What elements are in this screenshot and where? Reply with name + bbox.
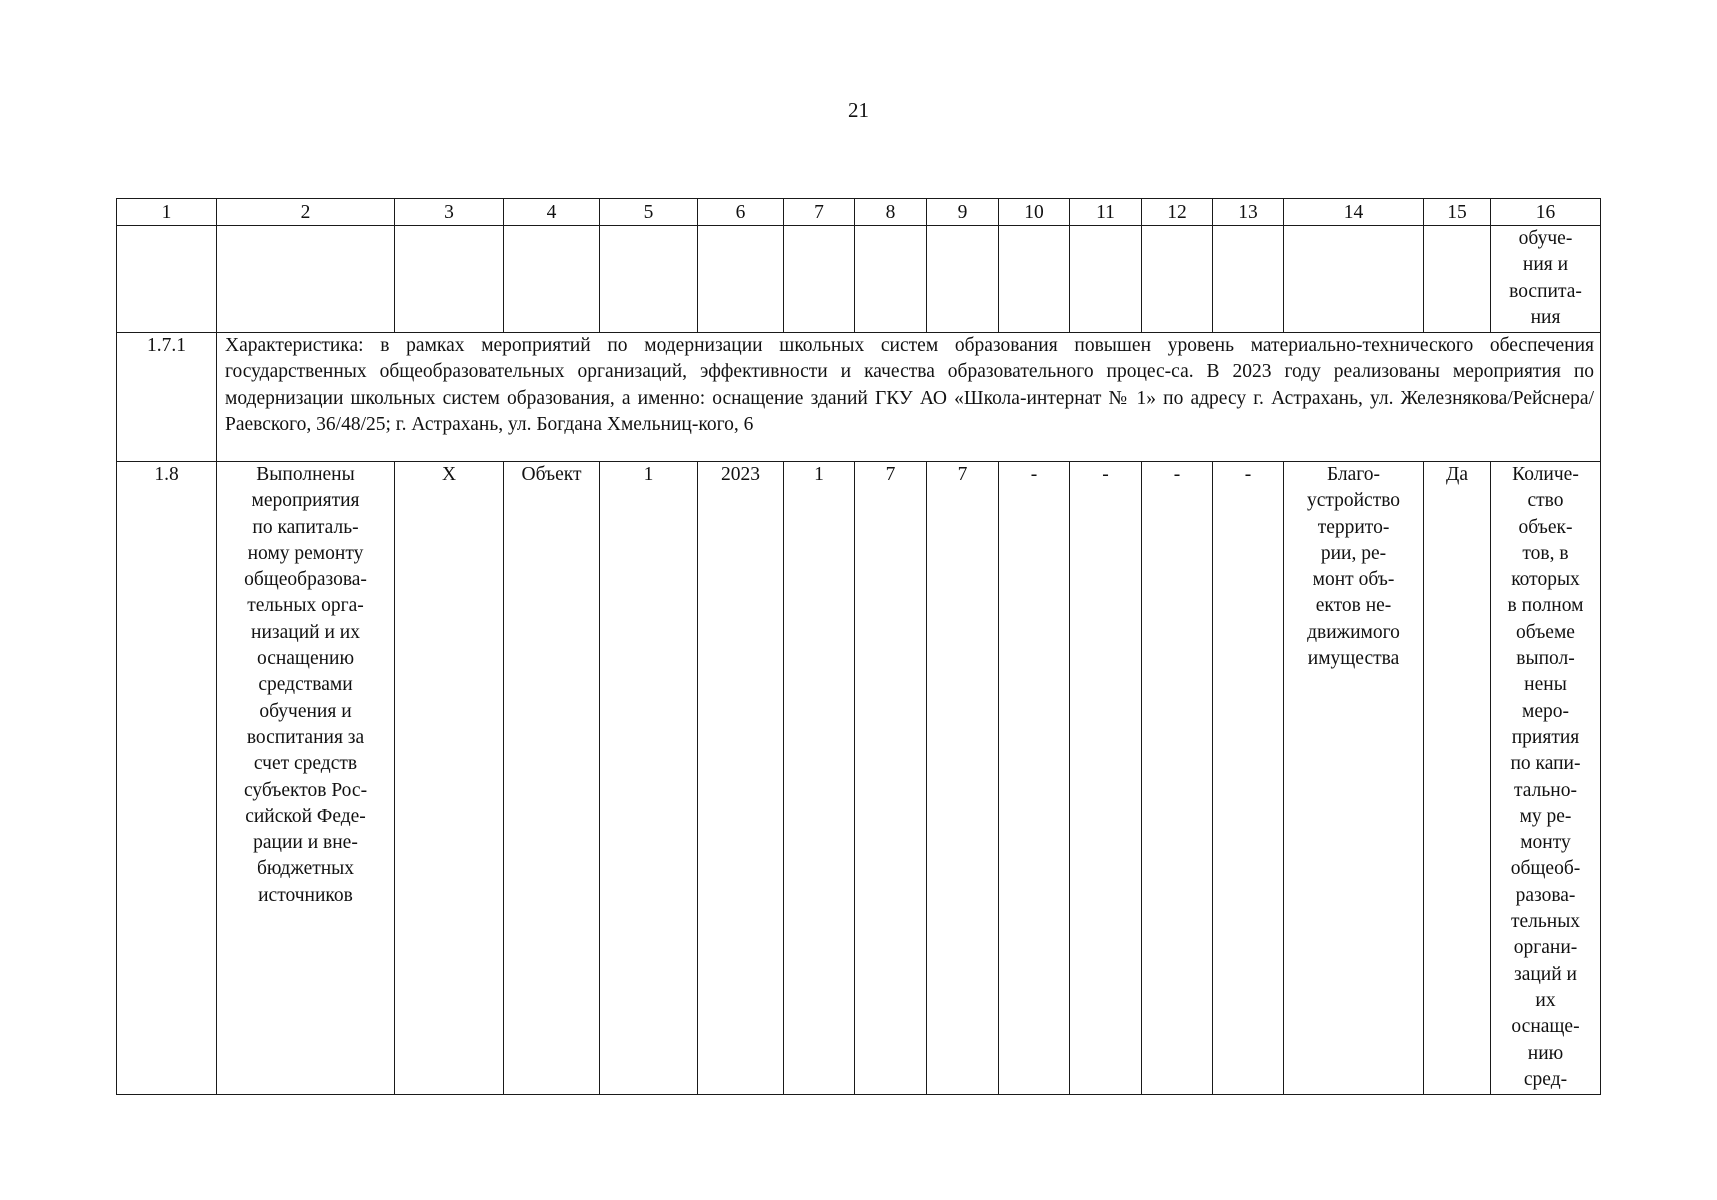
- empty-cell: [504, 226, 600, 333]
- row-number-cell: 1.8: [117, 462, 217, 1095]
- empty-cell: [117, 226, 217, 333]
- table-cell: 7: [855, 462, 927, 1095]
- characteristic-row: [117, 333, 1601, 462]
- indicator-table: [116, 198, 1601, 1095]
- indicator-row: [117, 462, 1601, 1095]
- column-number-cell: 5: [600, 199, 698, 226]
- column-number-cell: 9: [927, 199, 999, 226]
- row-number-cell: 1.7.1: [117, 333, 217, 462]
- continuation-text-cell: обуче- ния и воспита- ния: [1491, 226, 1601, 333]
- table-cell: Да: [1424, 462, 1491, 1095]
- column-number-cell: 7: [784, 199, 855, 226]
- empty-cell: [600, 226, 698, 333]
- table-cell: 1: [784, 462, 855, 1095]
- indicator-definition-cell: Количе- ство объек- тов, в которых в полном объеме выпол- нены меро- приятия по капи- тально- му ре- монту общеоб- разова- тельных органи- заций и их оснаще- нию сред-: [1491, 462, 1601, 1095]
- column-number-cell: 2: [217, 199, 395, 226]
- column-number-cell: 16: [1491, 199, 1601, 226]
- column-number-row: [117, 199, 1601, 226]
- column-number-cell: 8: [855, 199, 927, 226]
- table-cell: 7: [927, 462, 999, 1095]
- empty-cell: [1070, 226, 1142, 333]
- empty-cell: [1142, 226, 1213, 333]
- table-cell: Х: [395, 462, 504, 1095]
- empty-cell: [1284, 226, 1424, 333]
- continuation-row: [117, 226, 1601, 333]
- empty-cell: [1424, 226, 1491, 333]
- column-number-cell: 1: [117, 199, 217, 226]
- empty-cell: [927, 226, 999, 333]
- empty-cell: [1213, 226, 1284, 333]
- column-number-cell: 3: [395, 199, 504, 226]
- year-cell: 2023: [698, 462, 784, 1095]
- table-cell: 1: [600, 462, 698, 1095]
- column-number-cell: 14: [1284, 199, 1424, 226]
- column-number-cell: 11: [1070, 199, 1142, 226]
- characteristic-text-cell: Характеристика: в рамках мероприятий по модернизации школьных систем образования повышен уровень материально-технического обеспечения государственных общеобразовательных организаций, эффективности и качества образовательного процес-са. В 2023 году реализованы мероприятия по модернизации школьных систем образования, а именно: оснащение зданий ГКУ АО «Школа-интернат № 1» по адресу г. Астрахань, ул. Железнякова/Рейснера/Раевского, 36/48/25; г. Астрахань, ул. Богдана Хмельниц-кого, 6: [217, 333, 1601, 462]
- empty-cell: [855, 226, 927, 333]
- table-cell: -: [1142, 462, 1213, 1095]
- column-number-cell: 15: [1424, 199, 1491, 226]
- column-number-cell: 4: [504, 199, 600, 226]
- table-cell: -: [1213, 462, 1284, 1095]
- table-cell: -: [1070, 462, 1142, 1095]
- empty-cell: [784, 226, 855, 333]
- table-cell: -: [999, 462, 1070, 1095]
- page-number: 21: [848, 98, 869, 122]
- column-number-cell: 13: [1213, 199, 1284, 226]
- result-description-cell: Благо- устройство террито- рии, ре- монт объ- ектов не- движимого имущества: [1284, 462, 1424, 1095]
- empty-cell: [698, 226, 784, 333]
- indicator-name-cell: Выполнены мероприятия по капиталь- ному ремонту общеобразова- тельных орга- низаций и их оснащению средствами обучения и воспитания за счет средств субъектов Рос- сийской Феде- рации и вне- бюджетных источников: [217, 462, 395, 1095]
- empty-cell: [999, 226, 1070, 333]
- empty-cell: [395, 226, 504, 333]
- unit-cell: Объект: [504, 462, 600, 1095]
- column-number-cell: 12: [1142, 199, 1213, 226]
- empty-cell: [217, 226, 395, 333]
- column-number-cell: 6: [698, 199, 784, 226]
- column-number-cell: 10: [999, 199, 1070, 226]
